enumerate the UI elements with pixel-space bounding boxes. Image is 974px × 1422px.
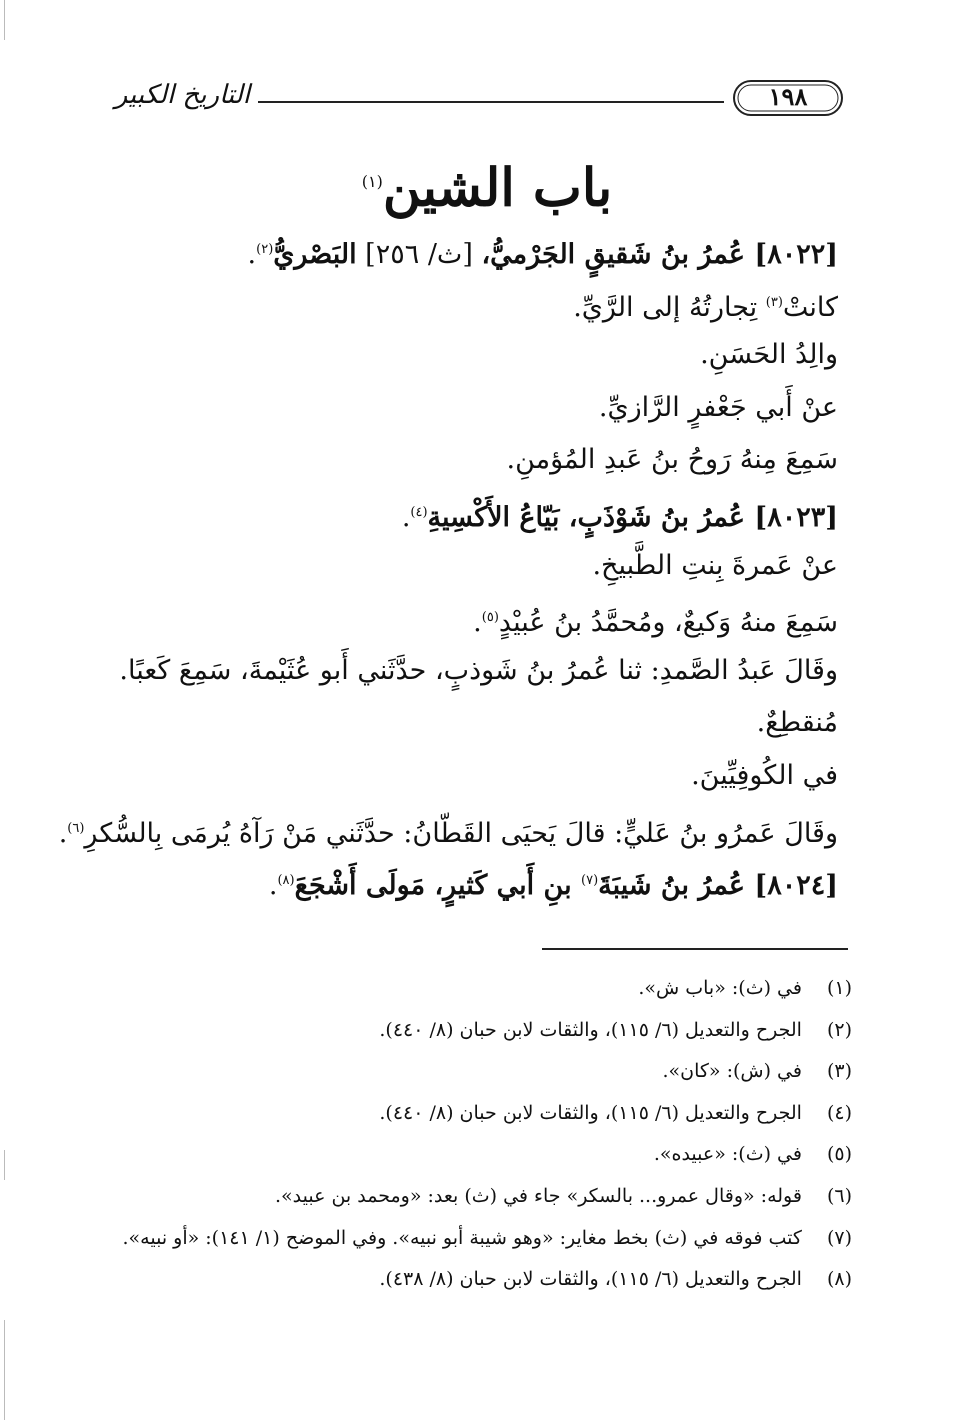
footnote-ref: (٦) [67, 820, 85, 836]
footnote [92, 1093, 852, 1135]
chapter-footnote-ref: (١) [361, 172, 383, 191]
footnotes [92, 968, 852, 1301]
text-segment: [ث/ ٢٥٦] [356, 239, 482, 270]
text-segment: كانتْ [782, 291, 838, 323]
main-text [58, 224, 838, 908]
footnote-number: (٧) [826, 1226, 852, 1249]
footnote [92, 1218, 852, 1260]
footnote [92, 1051, 852, 1093]
entry-heading: البَصْريُّ [273, 239, 357, 270]
chapter-heading [250, 142, 724, 228]
text-segment: والِدُ الحَسَنِ. [700, 339, 838, 371]
footnote-text: الجرح والتعديل (٦/ ١١٥)، والثقات لابن حبان (٨/ ٤٤٠). [379, 1101, 808, 1124]
text-line [118, 382, 838, 435]
footnote [92, 1134, 852, 1176]
footnote-number: (٨) [826, 1268, 852, 1291]
text-line [118, 645, 838, 698]
footnote-ref: (٢) [256, 242, 274, 257]
footnote-number: (٢) [826, 1018, 852, 1041]
text-segment: سَمِعَ منهُ وَكيعٌ، ومُحمَّدُ بنُ عُبيْدٍ [498, 607, 838, 639]
chapter-title: باب الشين [382, 157, 613, 219]
footnote-ref: (٤) [410, 504, 428, 520]
page-number: ١٩٨ [768, 82, 808, 111]
running-title: التاريخ الكبير [114, 80, 250, 110]
text-segment: في الكُوفِيِّينَ. [691, 759, 838, 791]
footnote [92, 968, 852, 1010]
text-line [118, 434, 838, 487]
text-segment: مُنقطِعٌ. [756, 707, 838, 739]
header-rule [258, 101, 724, 103]
text-segment: عنْ عَمرةَ بِنتِ الطَّبيخِ. [592, 549, 838, 581]
footnote-separator [542, 948, 848, 950]
text-segment: وقَالَ عَبدُ الصَّمدِ: ثنا عُمرُ بنُ شَوذبٍ، حدَّثَني أَبو عُثَيْمةَ، سَمِعَ كَعبًا. [119, 654, 838, 686]
entry-heading: [٨٠٢٢] عُمرُ بنُ شَقيقٍ الجَرْميُّ، [481, 239, 838, 270]
footnote [92, 1010, 852, 1052]
footnote-ref: (٥) [481, 610, 499, 626]
text-line [118, 855, 838, 908]
footnote-text: في (ش): «كان». [662, 1060, 808, 1083]
binding-mark [4, 0, 5, 40]
footnote [92, 1259, 852, 1301]
footnote-text: في (ث): «عبيده». [653, 1143, 808, 1166]
footnote-text: الجرح والتعديل (٦/ ١١٥)، والثقات لابن حبان (٨/ ٤٣٨). [379, 1268, 808, 1291]
entry-heading: [٨٠٢٤] عُمرُ بنُ شَيبَةَ [598, 870, 838, 902]
page-header [110, 74, 852, 134]
footnote-number: (٣) [826, 1060, 852, 1083]
footnote-ref: (٧) [581, 873, 599, 889]
text-segment: . [58, 817, 68, 849]
text-segment: . [401, 501, 411, 533]
text-line [118, 487, 838, 540]
text-segment: وقَالَ عَمرُو بنُ عَليٍّ: قالَ يَحيَى القَطّانُ: حدَّثَني مَنْ رَآهُ يُرمَى بِالسُّكرِ [84, 817, 838, 849]
text-segment: عنْ أَبي جَعْفرٍ الرَّازيِّ. [598, 391, 838, 423]
binding-mark [4, 1320, 5, 1420]
entry-heading: [٨٠٢٣] عُمرُ بنُ شَوْذَبٍ، بَيّاعُ الأَكْسِيةِ [427, 501, 838, 533]
text-segment: . [473, 607, 482, 639]
footnote-ref: (٨) [277, 873, 295, 889]
entry-heading: بنِ أَبي كَثيرٍ، مَولَى أَشْجَعَ [294, 870, 581, 902]
footnote-number: (٦) [826, 1184, 852, 1207]
footnote [92, 1176, 852, 1218]
text-line [118, 697, 838, 750]
footnote-text: في (ث): «باب ش». [638, 977, 808, 999]
footnote-number: (٤) [826, 1101, 852, 1124]
text-line [118, 329, 838, 382]
text-line [118, 750, 838, 803]
text-segment: . [268, 870, 278, 902]
footnote-text: قوله: «وقال عمرو... بالسكر» جاء في (ث) بعد: «ومحمد بن عبيد». [274, 1184, 808, 1207]
text-line [58, 803, 838, 856]
text-line [118, 277, 838, 330]
text-segment: سَمِعَ مِنهُ رَوحُ بنُ عَبدِ المُؤمنِ. [506, 444, 838, 476]
text-segment: . [247, 239, 257, 270]
footnote-text: كتب فوقه في (ث) بخط مغاير: «وهو شيبة أبو نبيه». وفي الموضح (١/ ١٤١): «أو نبيه». [122, 1226, 808, 1249]
footnote-ref: (٣) [765, 294, 783, 310]
text-line [118, 540, 838, 593]
footnote-number: (١) [826, 977, 852, 999]
footnote-text: الجرح والتعديل (٦/ ١١٥)، والثقات لابن حبان (٨/ ٤٤٠). [379, 1018, 808, 1041]
text-line [118, 592, 838, 645]
text-segment: تِجارتُهُ إلى الرَّيِّ. [573, 291, 766, 323]
page-number-badge [732, 78, 844, 118]
text-line [118, 224, 838, 277]
binding-mark [4, 1150, 5, 1180]
footnote-number: (٥) [826, 1143, 852, 1166]
